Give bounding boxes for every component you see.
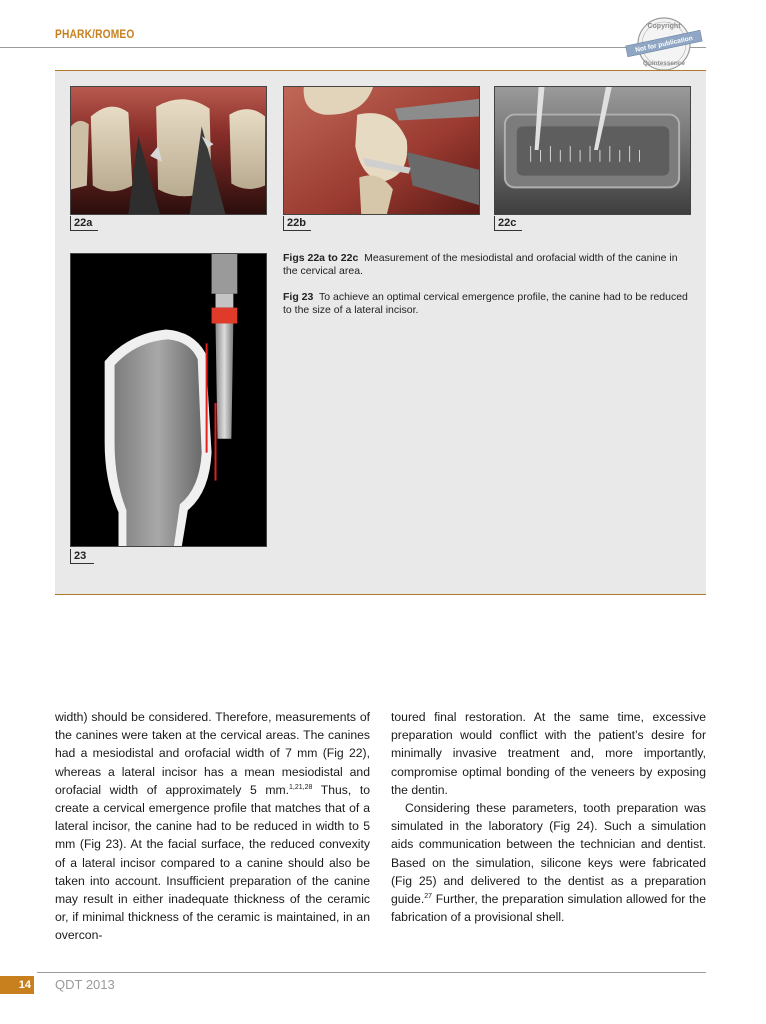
body-column-right (391, 708, 706, 926)
caption-fig-23-text: To achieve an optimal cervical emergence profile, the canine had to be reduced to the size of a lateral incisor. (283, 291, 688, 316)
figure-23-label: 23 (70, 549, 94, 564)
body-column-left (55, 708, 370, 945)
caption-fig-23 (283, 291, 693, 317)
body-paragraph (391, 799, 706, 926)
caption-figs-22-lead: Figs 22a to 22c (283, 252, 359, 264)
body-text: Further, the preparation simulation allowed for the fabrication of a provisional shell. (391, 892, 706, 925)
caption-figs-22-text: Measurement of the mesiodistal and orofacial width of the canine in the cervical area. (283, 252, 678, 277)
body-paragraph: toured final restoration. At the same time, excessive preparation would conflict with the patient’s desire for minimally invasive treatment and, more importantly, compromise optimal bonding of the veneers by exposing the dentin. (391, 710, 706, 797)
body-text: Considering these parameters, tooth preparation was simulated in the laboratory (Fig 24). Such a simulation aids communication between the technician and dentist. Based on the simulation, silicone keys were fabricated (Fig 25) and delivered to the dentist as a preparation guide. (391, 801, 706, 907)
stamp-middle-text: Not for publication (634, 34, 694, 55)
body-text: Thus, to create a cervical emergence profile that matches that of a lateral incisor, the canine had to be reduced in width to 5 mm (Fig 23). At the facial surface, the reduced convexity of a lateral incisor compared to a canine should also be taken into account. Insufficient preparation of the canine may result in either inadequate thickness of the ceramic or, if minimal thickness of the ceramic is maintained, in an overcon- (55, 782, 371, 943)
running-head: PHARK/ROMEO (55, 27, 135, 41)
figure-22a-label: 22a (70, 216, 98, 231)
figure-23-photo (70, 253, 267, 547)
stamp-top-text: Copyright (647, 23, 681, 30)
figure-22a-photo (70, 86, 267, 215)
copyright-stamp (624, 14, 704, 74)
caption-figs-22 (283, 252, 693, 278)
body-text: width) should be considered. Therefore, measurements of the canines were taken at the cervical areas. The canines had a mesiodistal and orofacial width of 7 mm (Fig 22), whereas a lateral incisor has a mean mesiodistal and orofacial width of approximately 5 mm. (55, 710, 370, 797)
caption-fig-23-lead: Fig 23 (283, 291, 314, 303)
body-paragraph (55, 708, 370, 945)
reference-superscript: 27 (424, 893, 433, 901)
journal-name: QDT 2013 (55, 977, 115, 992)
page-number: 14 (0, 976, 34, 994)
stamp-bottom-text: Quintessence (643, 60, 685, 67)
figure-22b-label: 22b (283, 216, 311, 231)
figure-22b-photo (283, 86, 480, 215)
figure-22c-photo (494, 86, 691, 215)
header-rule (0, 47, 706, 48)
footer-rule (37, 972, 706, 973)
figure-22c-label: 22c (494, 216, 522, 231)
reference-superscript: 1,21,28 (289, 783, 313, 791)
